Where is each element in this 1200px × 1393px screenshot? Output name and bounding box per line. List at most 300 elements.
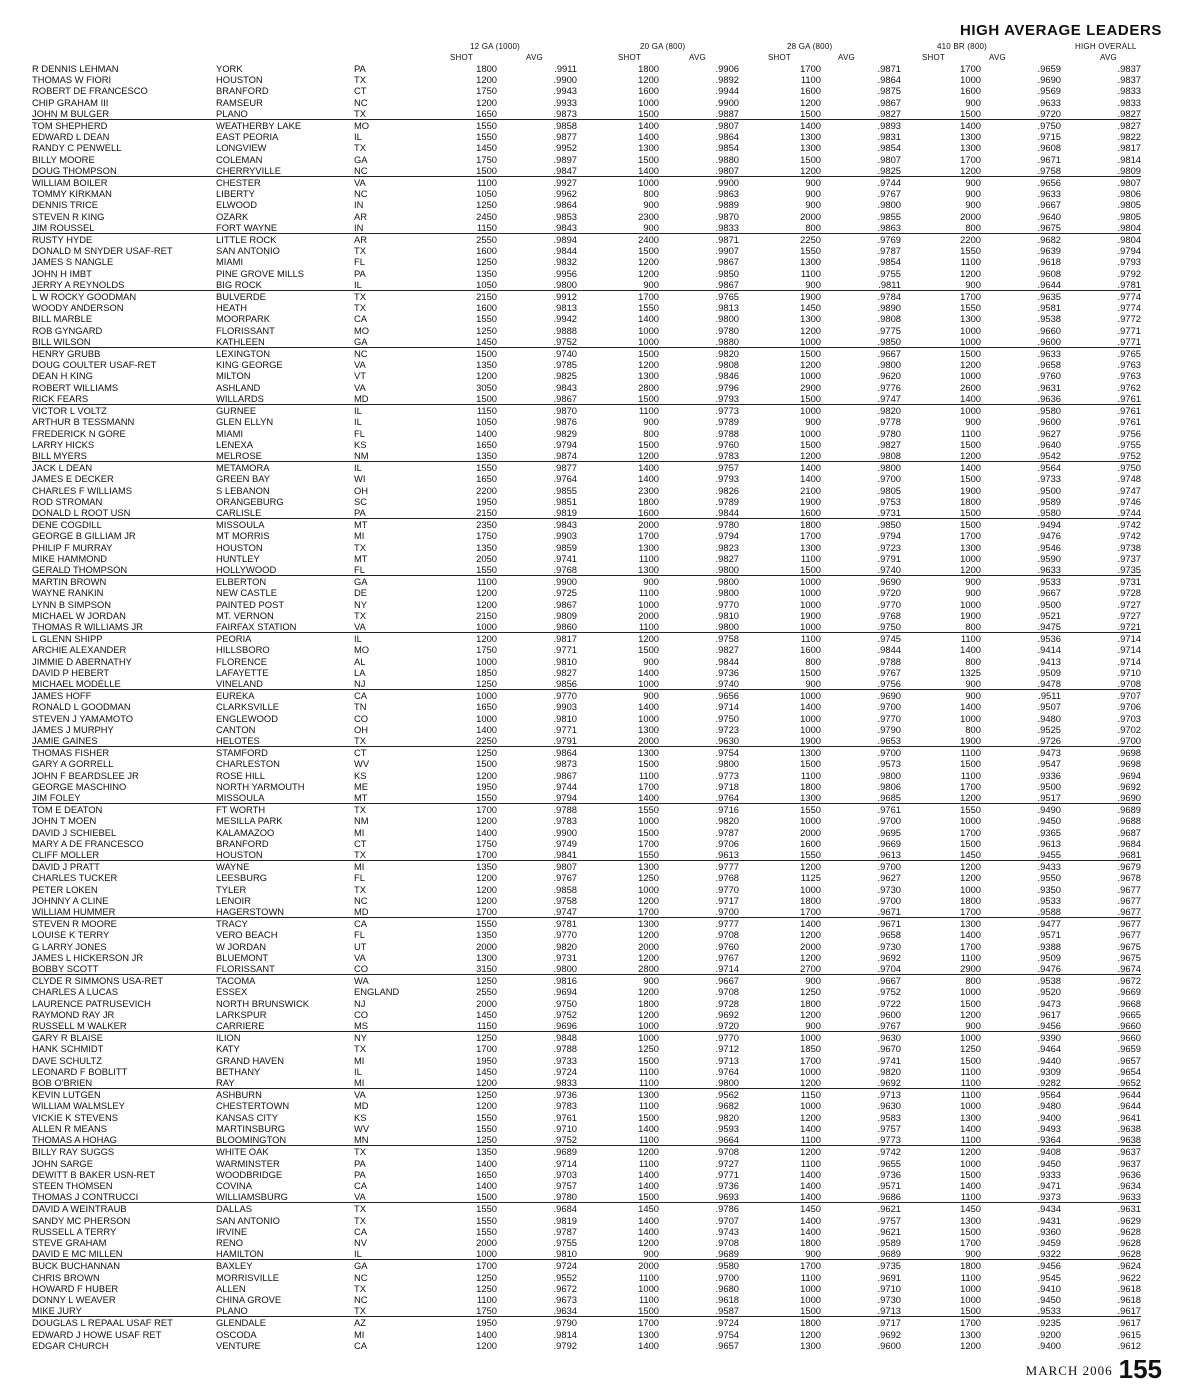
shooter-city: VERO BEACH (216, 929, 278, 941)
avg-28ga: .9770 (877, 598, 901, 610)
avg-20ga: .9613 (715, 849, 739, 861)
shot-28ga: 1400 (800, 1225, 821, 1237)
high-overall-avg: .9710 (1117, 666, 1141, 678)
shooter-city: WHITE OAK (216, 1146, 354, 1158)
shot-410br: 1700 (960, 940, 981, 952)
shooter-state: CT (354, 85, 367, 97)
avg-28ga: .9742 (821, 1146, 901, 1158)
shooter-city: ALLEN (216, 1282, 246, 1294)
high-overall-avg: .9698 (1117, 758, 1141, 770)
avg-20ga: .9764 (715, 1065, 739, 1077)
avg-410br: .9511 (981, 690, 1061, 702)
avg-410br: .9658 (1037, 359, 1061, 371)
shot-20ga: 1100 (638, 1077, 659, 1089)
avg-410br: .9450 (1037, 1293, 1061, 1305)
avg-28ga: .9730 (877, 940, 901, 952)
shot-12ga: 1150 (417, 405, 497, 417)
avg-28ga: .9787 (877, 245, 901, 257)
shooter-city: WOODBRIDGE (216, 1168, 283, 1180)
high-overall-avg: .9702 (1117, 723, 1141, 735)
shot-20ga: 1500 (638, 438, 659, 450)
shot-28ga: 1200 (800, 1077, 821, 1089)
shooter-state: PA (354, 506, 366, 518)
shot-410br: 1000 (960, 552, 981, 564)
shot-12ga: 1000 (417, 690, 497, 702)
avg-410br: .9490 (981, 804, 1061, 816)
shot-12ga: 1350 (476, 929, 497, 941)
shot-410br: 1200 (901, 1146, 981, 1158)
table-row (32, 211, 1141, 222)
avg-20ga: .9823 (715, 541, 739, 553)
avg-20ga: .9813 (715, 302, 739, 314)
avg-410br: .9476 (1037, 963, 1061, 975)
shot-20ga: 900 (577, 690, 659, 702)
avg-28ga: .9808 (877, 449, 901, 461)
shooter-city: FT WORTH (216, 804, 354, 816)
shot-410br: 1400 (960, 392, 981, 404)
high-overall-avg: .9833 (1117, 85, 1141, 97)
avg-20ga: .9667 (659, 975, 739, 987)
high-overall-avg: .9794 (1117, 245, 1141, 257)
avg-12ga: .9752 (553, 1008, 577, 1020)
avg-410br: .9660 (1037, 324, 1061, 336)
avg-12ga: .9771 (553, 644, 577, 656)
shooter-state: MT (354, 792, 368, 803)
avg-12ga: .9825 (553, 370, 577, 382)
avg-28ga: .9773 (877, 1134, 901, 1146)
shot-12ga: 2000 (476, 997, 497, 1009)
avg-12ga: .9943 (553, 85, 577, 97)
avg-12ga: .9794 (553, 438, 577, 450)
shooter-name: RAYMOND RAY JR (32, 1008, 115, 1020)
avg-12ga: .9780 (553, 1191, 577, 1203)
avg-28ga: .9800 (877, 769, 901, 781)
table-row (32, 564, 1141, 576)
shot-410br: 1400 (960, 1179, 981, 1191)
avg-28ga: .9794 (877, 530, 901, 542)
shot-28ga: 1100 (800, 1271, 821, 1283)
shot-12ga: 1500 (476, 392, 497, 404)
avg-20ga: .9724 (659, 1317, 739, 1329)
table-row (32, 587, 1141, 598)
avg-410br: .9517 (1037, 792, 1061, 803)
shot-410br: 2200 (901, 234, 981, 246)
avg-20ga: .9736 (715, 666, 739, 678)
table-row (32, 963, 1141, 975)
shot-410br: 1000 (960, 324, 981, 336)
shot-12ga: 1400 (476, 1328, 497, 1340)
shot-28ga: 1100 (800, 74, 821, 86)
avg-410br: .9480 (1037, 712, 1061, 724)
avg-20ga: .9887 (715, 107, 739, 119)
avg-28ga: .9571 (877, 1179, 901, 1191)
shot-20ga: 1100 (638, 769, 659, 781)
shot-12ga: 1200 (476, 894, 497, 906)
shot-410br: 1500 (960, 473, 981, 485)
shot-12ga: 1450 (476, 1065, 497, 1077)
avg-28ga: .9658 (877, 929, 901, 941)
shooter-city: LEESBURG (216, 872, 268, 884)
shooter-city: CHESTERTOWN (216, 1100, 290, 1112)
shot-28ga: 1400 (800, 1122, 821, 1134)
avg-20ga: .9767 (715, 951, 739, 963)
shot-410br: 800 (965, 620, 981, 632)
avg-28ga: .9769 (821, 234, 901, 246)
avg-12ga: .9867 (553, 769, 577, 781)
shooter-name: BILL MARBLE (32, 313, 93, 325)
shot-28ga: 1600 (800, 837, 821, 849)
avg-12ga: .9876 (553, 416, 577, 428)
shooter-name: JOHNNY A CLINE (32, 894, 109, 906)
shooter-city: MIAMI (216, 256, 244, 268)
shooter-state: PA (354, 1168, 366, 1180)
shot-28ga: 900 (805, 199, 821, 211)
avg-410br: .9480 (1037, 1100, 1061, 1112)
avg-410br: .9282 (1037, 1077, 1061, 1089)
avg-20ga: .9656 (659, 690, 739, 702)
avg-20ga: .9707 (715, 1214, 739, 1226)
shot-28ga: 1000 (800, 815, 821, 827)
table-row (32, 63, 1141, 74)
shooter-name: HENRY GRUBB (32, 348, 216, 360)
shooter-city: LENOIR (216, 894, 251, 906)
shot-28ga: 1300 (800, 131, 821, 143)
shooter-name: RUSSELL M WALKER (32, 1020, 127, 1032)
shot-410br: 1250 (960, 1043, 981, 1055)
shot-20ga: 1200 (638, 449, 659, 461)
avg-20ga: .9720 (715, 1020, 739, 1032)
shooter-name: ROBERT WILLIAMS (32, 381, 119, 393)
shooter-name: CHRIS BROWN (32, 1271, 100, 1283)
shot-20ga: 2000 (577, 1260, 659, 1272)
avg-20ga: .9773 (659, 405, 739, 417)
shot-12ga: 1700 (476, 906, 497, 918)
shot-410br: 900 (901, 690, 981, 702)
shot-12ga: 1550 (476, 1214, 497, 1226)
shooter-state: TX (354, 291, 417, 303)
shooter-name: G LARRY JONES (32, 940, 107, 952)
shot-28ga: 1850 (800, 1043, 821, 1055)
shooter-name: ROB GYNGARD (32, 324, 103, 336)
shot-28ga: 1000 (800, 883, 821, 895)
high-overall-avg: .9793 (1117, 256, 1141, 268)
shot-12ga: 1550 (476, 313, 497, 325)
shooter-state: MO (354, 644, 370, 656)
shooter-name: VICKIE K STEVENS (32, 1111, 118, 1123)
avg-20ga: .9780 (715, 324, 739, 336)
shot-12ga: 2550 (476, 986, 497, 998)
shooter-name: WILLIAM WALMSLEY (32, 1100, 125, 1112)
shooter-name: CHARLES A LUCAS (32, 986, 118, 998)
avg-410br: .9509 (1037, 951, 1061, 963)
high-overall-avg: .9809 (1117, 164, 1141, 176)
avg-410br: .9564 (981, 462, 1061, 474)
high-overall-avg: .9692 (1117, 780, 1141, 792)
avg-410br: .9413 (1037, 655, 1061, 667)
header-shot: SHOT (922, 53, 946, 62)
avg-28ga: .9573 (877, 758, 901, 770)
shooter-city: SAN ANTONIO (216, 245, 280, 257)
table-row (32, 1100, 1141, 1111)
shooter-state: CA (354, 313, 368, 325)
table-row (32, 792, 1141, 804)
avg-12ga: .9764 (553, 473, 577, 485)
shot-410br: 1550 (901, 804, 981, 816)
shooter-state: IL (354, 1065, 362, 1077)
avg-410br: .9635 (981, 291, 1061, 303)
shooter-city: CARRIERE (216, 1020, 265, 1032)
high-overall-avg: .9644 (1061, 1089, 1141, 1101)
avg-28ga: .9790 (877, 723, 901, 735)
leaders-table (32, 63, 1141, 1351)
avg-12ga: .9816 (497, 975, 577, 987)
table-row (32, 1237, 1141, 1248)
shot-20ga: 1400 (638, 164, 659, 176)
table-row (32, 1089, 1141, 1101)
shot-28ga: 900 (805, 416, 821, 428)
high-overall-avg: .9624 (1061, 1260, 1141, 1272)
avg-410br: .9550 (1037, 872, 1061, 884)
shooter-city: EUREKA (216, 690, 354, 702)
shot-28ga: 1200 (739, 861, 821, 873)
shot-12ga: 1000 (476, 712, 497, 724)
shot-410br: 900 (965, 587, 981, 599)
shot-20ga: 1500 (638, 758, 659, 770)
shot-410br: 1900 (960, 609, 981, 621)
table-row (32, 313, 1141, 324)
avg-28ga: .9700 (877, 473, 901, 485)
avg-20ga: .9906 (715, 63, 739, 74)
avg-410br: .9758 (1037, 164, 1061, 176)
avg-12ga: .9894 (497, 234, 577, 246)
avg-20ga: .9789 (715, 495, 739, 507)
avg-20ga: .9727 (715, 1157, 739, 1169)
shot-20ga: 1000 (638, 1020, 659, 1032)
table-row (32, 336, 1141, 348)
table-row (32, 861, 1141, 873)
avg-20ga: .9728 (715, 997, 739, 1009)
shooter-city: CARLISLE (216, 506, 262, 518)
shooter-name: DAVID A WEINTRAUB (32, 1203, 216, 1215)
high-overall-avg: .9634 (1117, 1179, 1141, 1191)
shooter-city: HILLSBORO (216, 644, 270, 656)
shooter-city: RENO (216, 1236, 244, 1248)
avg-410br: .9494 (981, 519, 1061, 531)
shot-12ga: 1200 (417, 633, 497, 645)
avg-28ga: .9655 (877, 1157, 901, 1169)
high-overall-avg: .9612 (1117, 1339, 1141, 1351)
avg-28ga: .9747 (877, 392, 901, 404)
avg-12ga: .9785 (553, 359, 577, 371)
table-row (32, 1066, 1141, 1077)
shot-20ga: 1000 (638, 324, 659, 336)
shooter-city: LARKSPUR (216, 1008, 267, 1020)
avg-20ga: .9708 (715, 1236, 739, 1248)
avg-20ga: .9562 (659, 1089, 739, 1101)
shooter-state: MS (354, 1020, 369, 1032)
avg-28ga: .9692 (877, 1077, 901, 1089)
avg-12ga: .9841 (553, 849, 577, 861)
shot-28ga: 1000 (800, 620, 821, 632)
shooter-name: TOMMY KIRKMAN (32, 188, 112, 200)
avg-28ga: .9722 (877, 997, 901, 1009)
avg-12ga: .9794 (553, 792, 577, 803)
shooter-state: KS (354, 769, 367, 781)
high-overall-avg: .9742 (1117, 530, 1141, 542)
avg-12ga: .9752 (553, 1134, 577, 1146)
shot-20ga: 1700 (638, 530, 659, 542)
shooter-city: CHINA GROVE (216, 1293, 282, 1305)
shooter-city: MT MORRIS (216, 530, 270, 542)
avg-12ga: .9714 (553, 1157, 577, 1169)
shooter-city: CHESTER (216, 177, 354, 189)
avg-12ga: .9859 (553, 541, 577, 553)
table-row (32, 827, 1141, 838)
shot-12ga: 1750 (476, 530, 497, 542)
shot-20ga: 1250 (638, 1043, 659, 1055)
shooter-name: LYNN B SIMPSON (32, 598, 112, 610)
table-row (32, 1032, 1141, 1044)
shooter-name: L GLENN SHIPP (32, 633, 216, 645)
shooter-state: NC (354, 96, 368, 108)
header-avg: AVG (1100, 53, 1117, 62)
table-row (32, 291, 1141, 303)
shooter-city: MT. VERNON (216, 609, 274, 621)
shot-28ga: 1400 (739, 462, 821, 474)
shooter-state: MO (354, 324, 370, 336)
shooter-state: AR (354, 210, 368, 222)
avg-20ga: .9880 (715, 335, 739, 347)
high-overall-avg: .9688 (1117, 815, 1141, 827)
avg-410br: .9365 (1037, 826, 1061, 838)
shot-12ga: 1550 (476, 131, 497, 143)
shot-12ga: 1200 (476, 883, 497, 895)
avg-410br: .9580 (981, 405, 1061, 417)
shot-20ga: 1200 (638, 929, 659, 941)
table-row (32, 1112, 1141, 1123)
shot-28ga: 1200 (800, 1111, 821, 1123)
table-row (32, 542, 1141, 553)
avg-410br: .9200 (1037, 1328, 1061, 1340)
shot-410br: 800 (965, 723, 981, 735)
table-row (32, 941, 1141, 952)
shot-410br: 1300 (960, 541, 981, 553)
shot-12ga: 1200 (476, 96, 497, 108)
header-shot: SHOT (618, 53, 642, 62)
header-410br: 410 BR (800) (937, 42, 987, 51)
shot-410br: 1500 (960, 1168, 981, 1180)
shooter-state: GA (354, 1260, 417, 1272)
avg-12ga: .9847 (553, 164, 577, 176)
shot-12ga: 2250 (476, 734, 497, 746)
shooter-name: GEORGE B GILLIAM JR (32, 530, 136, 542)
shot-12ga: 1750 (476, 85, 497, 97)
shot-12ga: 1700 (476, 849, 497, 861)
shooter-state: TX (354, 1282, 366, 1294)
shooter-name: LOUISE K TERRY (32, 929, 110, 941)
avg-20ga: .9867 (715, 256, 739, 268)
shot-20ga: 1200 (638, 1008, 659, 1020)
shooter-name: GARY R BLAISE (32, 1032, 216, 1044)
high-overall-avg: .9706 (1117, 701, 1141, 713)
avg-12ga: .9903 (553, 701, 577, 713)
shot-28ga: 1150 (739, 1089, 821, 1101)
shot-12ga: 1700 (417, 1260, 497, 1272)
table-row (32, 507, 1141, 519)
shooter-city: LONGVIEW (216, 142, 267, 154)
high-overall-avg: .9805 (1117, 210, 1141, 222)
shot-20ga: 1500 (638, 107, 659, 119)
avg-410br: .9360 (1037, 1225, 1061, 1237)
high-overall-avg: .9755 (1117, 438, 1141, 450)
shot-20ga: 900 (643, 655, 659, 667)
avg-410br: .9569 (1037, 85, 1061, 97)
shooter-name: WOODY ANDERSON (32, 302, 124, 314)
table-row (32, 690, 1141, 702)
avg-28ga: .9780 (877, 427, 901, 439)
avg-12ga: .9689 (497, 1146, 577, 1158)
shot-20ga: 1000 (577, 1032, 659, 1044)
high-overall-avg: .9628 (1117, 1248, 1141, 1260)
shot-28ga: 1300 (800, 541, 821, 553)
shot-12ga: 1000 (476, 1248, 497, 1260)
avg-410br: .9509 (1037, 666, 1061, 678)
shot-28ga: 1450 (739, 1203, 821, 1215)
avg-28ga: .9670 (877, 1043, 901, 1055)
high-overall-avg: .9669 (1117, 986, 1141, 998)
shot-20ga: 1200 (638, 1236, 659, 1248)
shot-12ga: 1200 (476, 74, 497, 86)
shooter-state: MO (354, 120, 417, 132)
shot-28ga: 1250 (800, 986, 821, 998)
header-high-overall: HIGH OVERALL (1075, 42, 1137, 51)
shot-20ga: 1000 (638, 815, 659, 827)
avg-20ga: .9760 (715, 438, 739, 450)
shot-20ga: 1500 (638, 392, 659, 404)
shooter-city: HAMILTON (216, 1248, 264, 1260)
avg-20ga: .9833 (715, 221, 739, 233)
shooter-name: JAMES S NANGLE (32, 256, 114, 268)
shot-12ga: 1250 (476, 324, 497, 336)
avg-28ga: .9800 (821, 462, 901, 474)
shot-20ga: 1300 (638, 563, 659, 575)
shot-12ga: 1600 (476, 302, 497, 314)
avg-12ga: .9724 (497, 1260, 577, 1272)
shot-20ga: 1300 (577, 1089, 659, 1101)
avg-20ga: .9783 (715, 449, 739, 461)
avg-28ga: .9671 (821, 918, 901, 930)
shooter-name: JOHN T MOEN (32, 815, 97, 827)
shot-410br: 1200 (901, 861, 981, 873)
table-row (32, 370, 1141, 381)
avg-20ga: .9820 (715, 815, 739, 827)
avg-12ga: .9684 (497, 1203, 577, 1215)
avg-28ga: .9730 (877, 883, 901, 895)
shot-12ga: 2150 (417, 291, 497, 303)
table-row (32, 1009, 1141, 1020)
shot-28ga: 1900 (739, 291, 821, 303)
shot-410br: 800 (965, 221, 981, 233)
shooter-state: MD (354, 392, 369, 404)
shooter-state: CO (354, 712, 369, 724)
shot-28ga: 1000 (800, 427, 821, 439)
table-row (32, 895, 1141, 906)
shot-20ga: 1500 (638, 1111, 659, 1123)
shooter-state: MI (354, 1077, 365, 1089)
high-overall-avg: .9637 (1117, 1157, 1141, 1169)
shooter-name: L W ROCKY GOODMAN (32, 291, 216, 303)
shooter-city: KING GEORGE (216, 359, 283, 371)
